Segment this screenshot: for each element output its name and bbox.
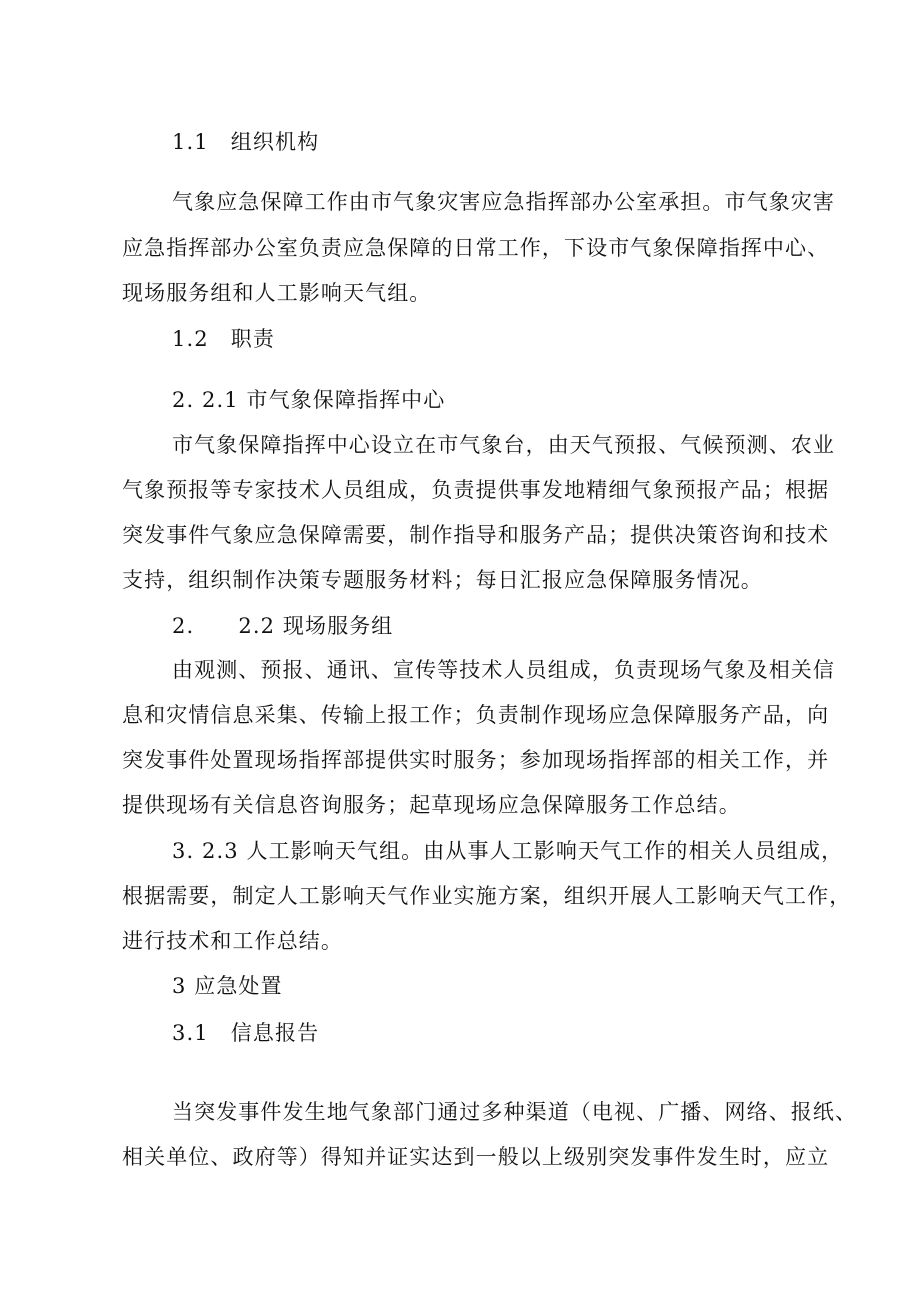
section-heading-2-2-1: 2. 2.1 市气象保障指挥中心: [172, 388, 446, 412]
paragraph-4-line-3: 进行技术和工作总结。: [122, 929, 343, 953]
paragraph-5-line-2: 相关单位、政府等）得知并证实达到一般以上级别突发事件发生时，应立: [122, 1145, 830, 1169]
paragraph-2-line-3: 突发事件气象应急保障需要，制作指导和服务产品；提供决策咨询和技术: [122, 523, 830, 547]
paragraph-1-line-2: 应急指挥部办公室负责应急保障的日常工作，下设市气象保障指挥中心、: [122, 236, 830, 260]
paragraph-3-line-1: 由观测、预报、通讯、宣传等技术人员组成，负责现场气象及相关信: [172, 658, 835, 682]
paragraph-2-line-4: 支持，组织制作决策专题服务材料；每日汇报应急保障服务情况。: [122, 568, 763, 592]
paragraph-5-line-1: 当突发事件发生地气象部门通过多种渠道（电视、广播、网络、报纸、: [172, 1100, 858, 1124]
section-heading-1-2: 1.2 职责: [172, 327, 275, 351]
section-heading-2-2-2: 2. 2.2 现场服务组: [172, 614, 394, 638]
section-heading-3: 3 应急处置: [172, 974, 283, 998]
paragraph-3-line-2: 息和灾情信息采集、传输上报工作；负责制作现场应急保障服务产品，向: [122, 703, 830, 727]
paragraph-1-line-3: 现场服务组和人工影响天气组。: [122, 281, 432, 305]
paragraph-3-line-4: 提供现场有关信息咨询服务；起草现场应急保障服务工作总结。: [122, 793, 741, 817]
paragraph-4-line-1: 3. 2.3 人工影响天气组。由从事人工影响天气工作的相关人员组成，: [172, 839, 844, 863]
paragraph-4-line-2: 根据需要，制定人工影响天气作业实施方案，组织开展人工影响天气工作，: [122, 884, 852, 908]
section-heading-1-1: 1.1 组织机构: [172, 130, 320, 154]
paragraph-3-line-3: 突发事件处置现场指挥部提供实时服务；参加现场指挥部的相关工作，并: [122, 748, 830, 772]
paragraph-2-line-1: 市气象保障指挥中心设立在市气象台，由天气预报、气候预测、农业: [172, 433, 835, 457]
paragraph-1-line-1: 气象应急保障工作由市气象灾害应急指挥部办公室承担。市气象灾害: [172, 190, 835, 214]
section-heading-3-1: 3.1 信息报告: [172, 1021, 320, 1045]
paragraph-2-line-2: 气象预报等专家技术人员组成，负责提供事发地精细气象预报产品；根据: [122, 478, 830, 502]
